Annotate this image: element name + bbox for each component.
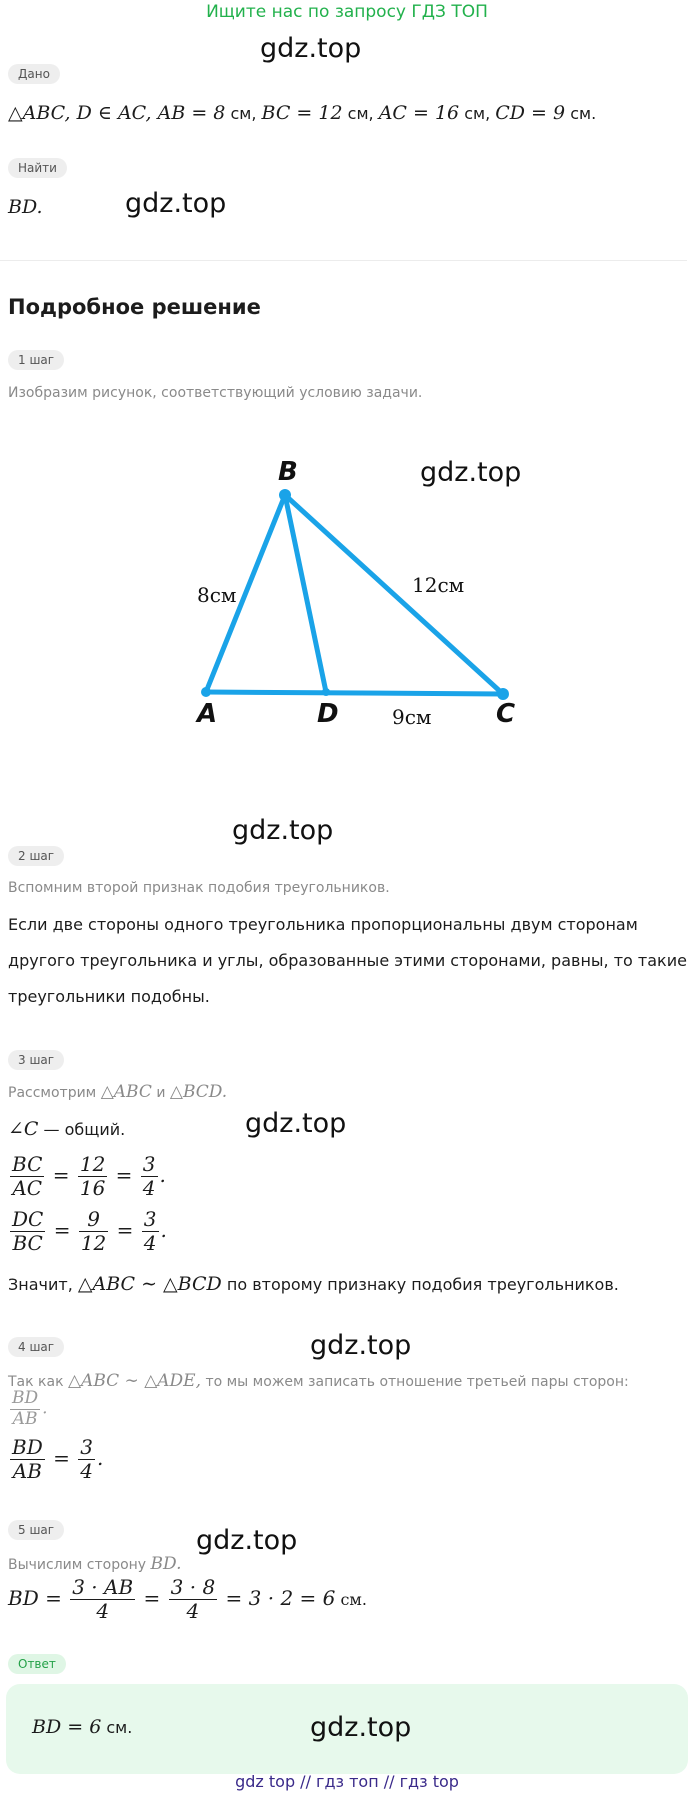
footer-links: gdz top // гдз топ // гдз top [235, 1772, 459, 1791]
step-2-intro: Вспомним второй признак подобия треугольников. [8, 880, 390, 896]
watermark: gdz.top [420, 457, 522, 488]
find-label: Найти [8, 158, 67, 178]
segment-ac [206, 692, 503, 694]
top-search-link[interactable]: Ищите нас по запросу ГДЗ ТОП [206, 2, 488, 22]
step-4-label: 4 шаг [8, 1337, 64, 1357]
step-3-label: 3 шаг [8, 1050, 64, 1070]
answer-label: Ответ [8, 1654, 66, 1674]
step-2-line: Если две стороны одного треугольника пропорциональны двум сторонам [8, 915, 638, 934]
watermark: gdz.top [310, 1712, 412, 1743]
label-d: D [317, 699, 339, 729]
label-bc-length: 12см [412, 573, 465, 597]
watermark: gdz.top [125, 188, 227, 219]
step-2-line: другого треугольника и углы, образованные этими сторонами, равны, то такие [8, 951, 687, 970]
point-a [201, 687, 211, 697]
step-3-conclusion: Значит, △ABC ∼ △BCD по второму признаку подобия треугольников. [8, 1273, 619, 1295]
watermark: gdz.top [310, 1330, 412, 1361]
step-4-intro: Так как △ABC ∼ △ADE, то мы можем записать отношение третьей пары сторон: [8, 1371, 629, 1391]
section-divider [0, 260, 687, 261]
step-3-formula-2: $\frac{DC}{BC}$ = $\frac{9}{12}$ = $\frac{3}{4}$ . [12, 1207, 167, 1255]
watermark: gdz.top [260, 33, 362, 64]
triangle-figure [0, 430, 694, 730]
find-text: BD. [8, 196, 43, 218]
watermark: gdz.top [245, 1108, 347, 1139]
answer-text: BD = 6 см. [32, 1716, 133, 1738]
watermark: gdz.top [196, 1525, 298, 1556]
label-b: B [278, 457, 298, 487]
label-c: C [496, 699, 516, 729]
footer-link[interactable]: gdz top [235, 1772, 296, 1791]
step-5-formula: BD = $\frac{3 \cdot AB}{4}$ = $\frac{3 \cdot 8}{4}$ = 3 · 2 = 6 см. [8, 1575, 367, 1623]
step-3-formula-1: $\frac{BC}{AC}$ = $\frac{12}{16}$ = $\frac{3}{4}$ . [12, 1152, 166, 1200]
watermark: gdz.top [232, 815, 334, 846]
footer-link[interactable]: гдз top [399, 1772, 459, 1791]
label-ab-length: 8см [197, 583, 237, 607]
point-b [279, 489, 291, 501]
step-4-ratio-gray: $\frac{BD}{AB}$ . [12, 1388, 48, 1429]
step-3-intro: Рассмотрим △ABC и △BCD. [8, 1082, 228, 1102]
step-1-text: Изобразим рисунок, соответствующий условию задачи. [8, 385, 423, 401]
step-4-formula: $\frac{BD}{AB}$ = $\frac{3}{4}$ . [12, 1435, 104, 1483]
label-a: A [197, 699, 218, 729]
label-dc-length: 9см [392, 705, 432, 729]
footer-link[interactable]: гдз топ [316, 1772, 379, 1791]
step-5-intro: Вычислим сторону BD. [8, 1554, 182, 1574]
step-5-label: 5 шаг [8, 1520, 64, 1540]
step-3-angle: ∠C — общий. [8, 1118, 126, 1140]
step-2-line: треугольники подобны. [8, 987, 210, 1006]
step-2-label: 2 шаг [8, 846, 64, 866]
given-label: Дано [8, 64, 60, 84]
step-1-label: 1 шаг [8, 350, 64, 370]
given-text: △ABC, D ∈ AC, AB = 8 см, BC = 12 см, AC = 16 см, CD = 9 см. [8, 102, 597, 124]
solution-title: Подробное решение [8, 295, 261, 319]
point-d [322, 688, 330, 696]
